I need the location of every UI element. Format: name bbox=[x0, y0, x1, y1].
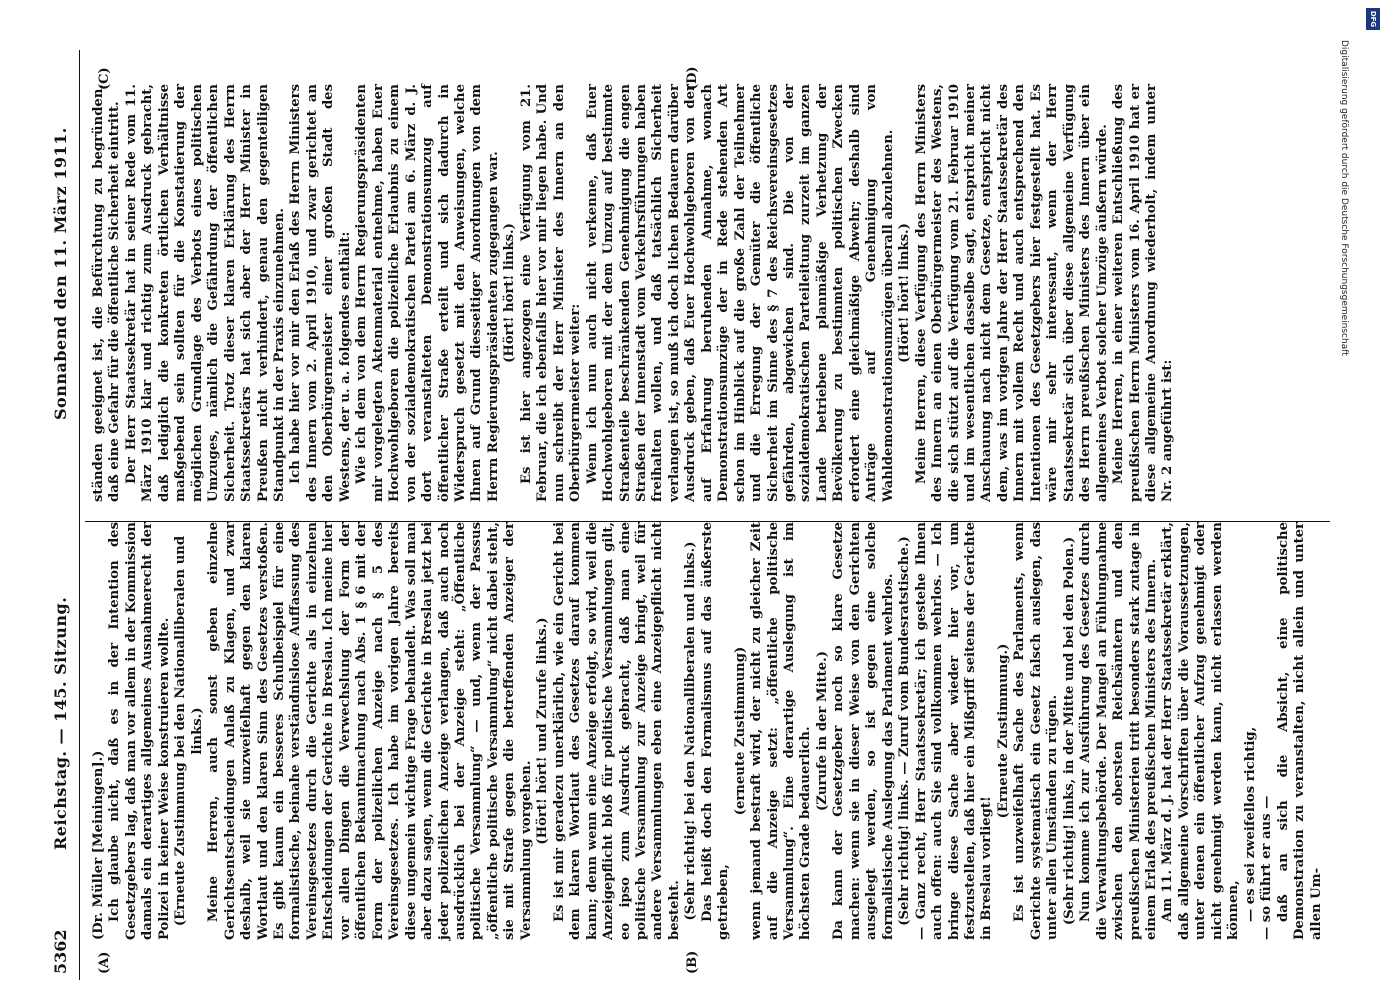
paragraph: Meine Herren, diese Verfügung des Herrn Ministers des Innern an einen Oberbürgermeister des Westens, die sich stützt auf die Verfügung vom 21. Februar 1910 und im wesentlichen dasselbe sagt, entspricht meiner Anschauung nach nicht dem Gesetze, entspricht nicht dem, was im vorigen Jahre der Herr Staatssekretär des Innern mit vollem Recht und auch entsprechend den Intentionen des Gesetzgebers hier festgestellt hat. Es wäre mir sehr interessant, wenn der Herr Staatssekretär sich über diese allgemeine Verfügung des Herrn preußischen Ministers des Innern über ein allgemeines Verbot solcher Umzüge äußern würde. bbox=[913, 84, 1110, 502]
interjection: (Sehr richtig! bei den Nationalliberalen und links.) bbox=[683, 541, 699, 921]
paragraph: Nun komme ich zur Ausführung des Gesetzes durch die Verwaltungsbehörde. Der Mangel an Fühlungnahme zwischen den obersten Reichsämtern und den preußischen Ministerien tritt besonders stark zutage in einem Erlaß des preußischen Ministers des Innern. bbox=[1078, 522, 1159, 940]
interjection: (Erneute Zustimmung.) bbox=[995, 643, 1011, 819]
interjection: (Hört! hört! links.) bbox=[502, 223, 518, 363]
interjection: (Hört! hört! links.) bbox=[897, 223, 913, 363]
paragraph: Ich glaube nicht, daß es in der Intention des Gesetzgebers lag, daß man vor allem in der Kommission damals ein derartiges allgemeines Ausnahmerecht der Polizei in keiner Weise konstruieren wollte. bbox=[107, 522, 172, 940]
paragraph: wenn jemand bestraft wird, der nicht zu gleicher Zeit auf die Anzeige setzt: „öffentliche politische Versammlung“. Eine derartige Auslegung ist im höchsten Grade bedauerlich. bbox=[749, 522, 814, 940]
paragraph: Da kann der Gesetzgeber noch so klare Gesetze machen: wenn sie in dieser Weise von den Gerichten ausgelegt werden, so ist gegen eine solche formalistische Auslegung das Parlament wehrlos. bbox=[831, 522, 896, 940]
speaker-note: (Dr. Müller [Meiningen].) bbox=[91, 750, 106, 940]
quote-block: Wenn ich nun auch nicht verkenne, daß Euer Hochwohlgeboren mit der dem Umzug auf bestimmte Straßenteile beschränkenden Genehmigung die engen Straßen der Innenstadt vom Verkehrsführungen haben freihalten wollen, und daß tatsächlich Sicherheit verlangen ist, so muß ich doch lichen Bedauern darüber Ausdruck geben, daß Euer Hochwohlgeboren von der auf Erfahrung beruhenden Annahme, wonach Demonstrationsumzüge der in Rede stehenden Art schon im Hinblick auf die große Zahl der Teilnehmer und die Erregung der Gemüter die öffentliche Sicherheit im Sinne des § 7 des Reichsvereinsgesetzes gefährden, abgewichen sind. Die von der sozialdemokratischen Parteileitung zurzeit im ganzen Lande betriebene planmäßige Verhetzung der Bevölkerung zu bestimmten politischen Zwecken erfordert eine gleichmäßige Abwehr; deshalb sind Anträge auf Genehmigung von Wahldemonstrationsumzügen überall abzulehnen. bbox=[584, 84, 896, 502]
paragraph: Meine Herren, auch sonst geben einzelne Gerichtsentscheidungen Anlaß zu Klagen, und zwar deshalb, weil sie unzweifelhaft gegen den klaren Wortlaut und den klaren Sinn des Gesetzes verstoßen. Es gibt kaum ein besseres Schulbeispiel für eine formalistische, beinahe verständnislose Auffassung des Vereinsgesetzes durch die Gerichte als in einzelnen Entscheidungen der Gerichte in Breslau. Ich meine hier vor allen Dingen die Verwechslung der Form der öffentlichen Bekanntmachung nach Abs. 1 § 6 mit der Form der polizeilichen Anzeige nach § 5 des Vereinsgesetzes. Ich habe im vorigen Jahre bereits diese ungemein wichtige Frage behandelt. Was soll man aber dazu sagen, wenn die Gerichte in Breslau jetzt bei jeder polizeilichen Anzeige verlangen, daß auch noch ausdrücklich bei der Anzeige steht: „Öffentliche politische Versammlung“ — und, wenn der Passus „öffentliche politische Versammlung“ nicht dabei steht, sie mit Strafe gegen die betreffenden Anzeiger der Versammlung vorgehen. bbox=[206, 522, 534, 940]
paragraph: Es ist hier angezogen eine Verfügung vom 21. Februar, die ich ebenfalls hier vor mir liegen habe. Und nun schreibt der Herr Minister des Innern an den Oberbürgermeister weiter: bbox=[518, 84, 584, 502]
quote-block: Wie ich dem von dem Herrn Regierungspräsidenten mir vorgelegten Aktenmaterial entnehme, haben Euer Hochwohlgeboren die polizeiliche Erlaubnis zu einem von der sozialdemokratischen Partei am 6. März d. J. dort veranstalteten Demonstrationsumzug auf öffentlicher Straße erteilt und sich dadurch in Widerspruch gesetzt mit den Anweisungen, welche Ihnen auf Grund diesseitiger Anordnungen von dem Herrn Regierungspräsidenten zugegangen war. bbox=[354, 84, 501, 502]
paragraph: — Ganz recht, Herr Staatssekretär; ich gestehe Ihnen auch offen: auch Sie sind vollkommen wehrlos. — Ich bringe diese Sache aber wieder hier vor, um festzustellen, daß hier ein Mißgriff seitens der Gerichte in Breslau vorliegt! bbox=[913, 522, 995, 940]
interjection: (Hört! hört! und Zurufe links.) bbox=[535, 617, 551, 845]
paragraph: Es ist mir geradezu unerklärlich, wie ein Gericht bei dem klaren Wortlaut des Gesetzes darauf kommen kann; denn wenn eine Anzeige erfolgt, so wird, weil die Anzeigepflicht bloß für politische Versammlungen gilt, eo ipso zum Ausdruck gebracht, daß man eine politische Versammlung zur Anzeige bringt, weil für andere Versammlungen eben eine Anzeigepflicht nicht besteht. bbox=[551, 522, 682, 940]
rotated-page-content bbox=[45, 50, 1345, 980]
interjection: (Zurufe in der Mitte.) bbox=[814, 651, 830, 811]
paragraph: Ich habe hier vor mir den Erlaß des Herrn Ministers des Innern vom 2. April 1910, und zwar gerichtet an den Oberbürgermeister einer großen Stadt des Westens, der u. a. folgendes enthält: bbox=[288, 84, 353, 502]
quote-line: — so führt er aus — bbox=[1259, 795, 1275, 940]
interjection: (erneute Zustimmung) bbox=[732, 646, 748, 816]
paragraph: Der Herr Staatssekretär hat in seiner Rede vom 11. März 1910 klar und richtig zum Ausdruck gebracht, daß lediglich die konkreten örtlichen Verhältnisse maßgebend sein sollten für die Konstatierung der möglichen Grundlage des Verbots eines politischen Umzuges, nämlich die Gefährdung der öffentlichen Sicherheit. Trotz dieser klaren Erklärung des Herrn Staatssekretärs hat sich aber der Herr Minister in Preußen nicht verhindert, genau den gegenteiligen Standpunkt in der Praxis einzunehmen. bbox=[123, 84, 287, 502]
text-column-right bbox=[91, 84, 1177, 502]
header-right-title: Sonnabend den 11. März 1911. bbox=[51, 127, 70, 420]
header-left-title: Reichstag. — 145. Sitzung. bbox=[51, 596, 70, 850]
margin-mark-b: (B) bbox=[685, 950, 700, 974]
column-divider bbox=[85, 521, 1330, 522]
interjection: (Sehr richtig! links. — Zuruf vom Bundesratstische.) bbox=[897, 536, 913, 926]
paragraph: Es ist unzweifelhaft Sache des Parlaments, wenn Gerichte systematisch ein Gesetz falsch auslegen, das unter allen Umständen zu rügen. bbox=[1012, 522, 1061, 940]
margin-mark-a: (A) bbox=[97, 951, 112, 974]
page-number: 5362 bbox=[51, 929, 70, 974]
interjection: (Sehr richtig! links, in der Mitte und bei den Polen.) bbox=[1061, 536, 1077, 926]
page-header bbox=[45, 50, 80, 980]
quote-line: ständen geeignet ist, die Befürchtung zu begründen, daß eine Gefahr für die öffentliche Sicherheit eintritt. bbox=[91, 84, 123, 502]
quote-line: — es sei zweifellos richtig, bbox=[1242, 726, 1258, 922]
interjection: (Erneute Zustimmung bei den Nationalliberalen und links.) bbox=[173, 535, 205, 927]
digitization-credit: Digitalisierung gefördert durch die Deutsche Forschungsgemeinschaft bbox=[1339, 40, 1349, 356]
dfg-logo: DFG bbox=[1366, 8, 1380, 30]
margin-mark-d: (D) bbox=[685, 66, 700, 90]
text-column-left bbox=[91, 522, 1325, 940]
quote-line: daß an sich die Absicht, eine politische Demonstration zu veranstalten, nicht allein und unter allen Um- bbox=[1275, 522, 1324, 940]
paragraph: Meine Herren, in einer weiteren Entschließung des preußischen Herrn Ministers vom 16. April 1910 hat er diese allgemeine Anordnung wiederholt, indem unter Nr. 2 angeführt ist: bbox=[1111, 84, 1176, 502]
paragraph: Das heißt doch den Formalismus auf das äußerste getrieben, bbox=[699, 522, 732, 940]
paragraph: Am 11. März d. J. hat der Herr Staatssekretär erklärt, daß allgemeine Vorschriften über die Voraussetzungen, unter denen ein öffentlicher Aufzug genehmigt oder nicht genehmigt werden kann, nicht erlassen werden können, bbox=[1160, 522, 1242, 940]
margin-mark-c: (C) bbox=[97, 67, 112, 90]
